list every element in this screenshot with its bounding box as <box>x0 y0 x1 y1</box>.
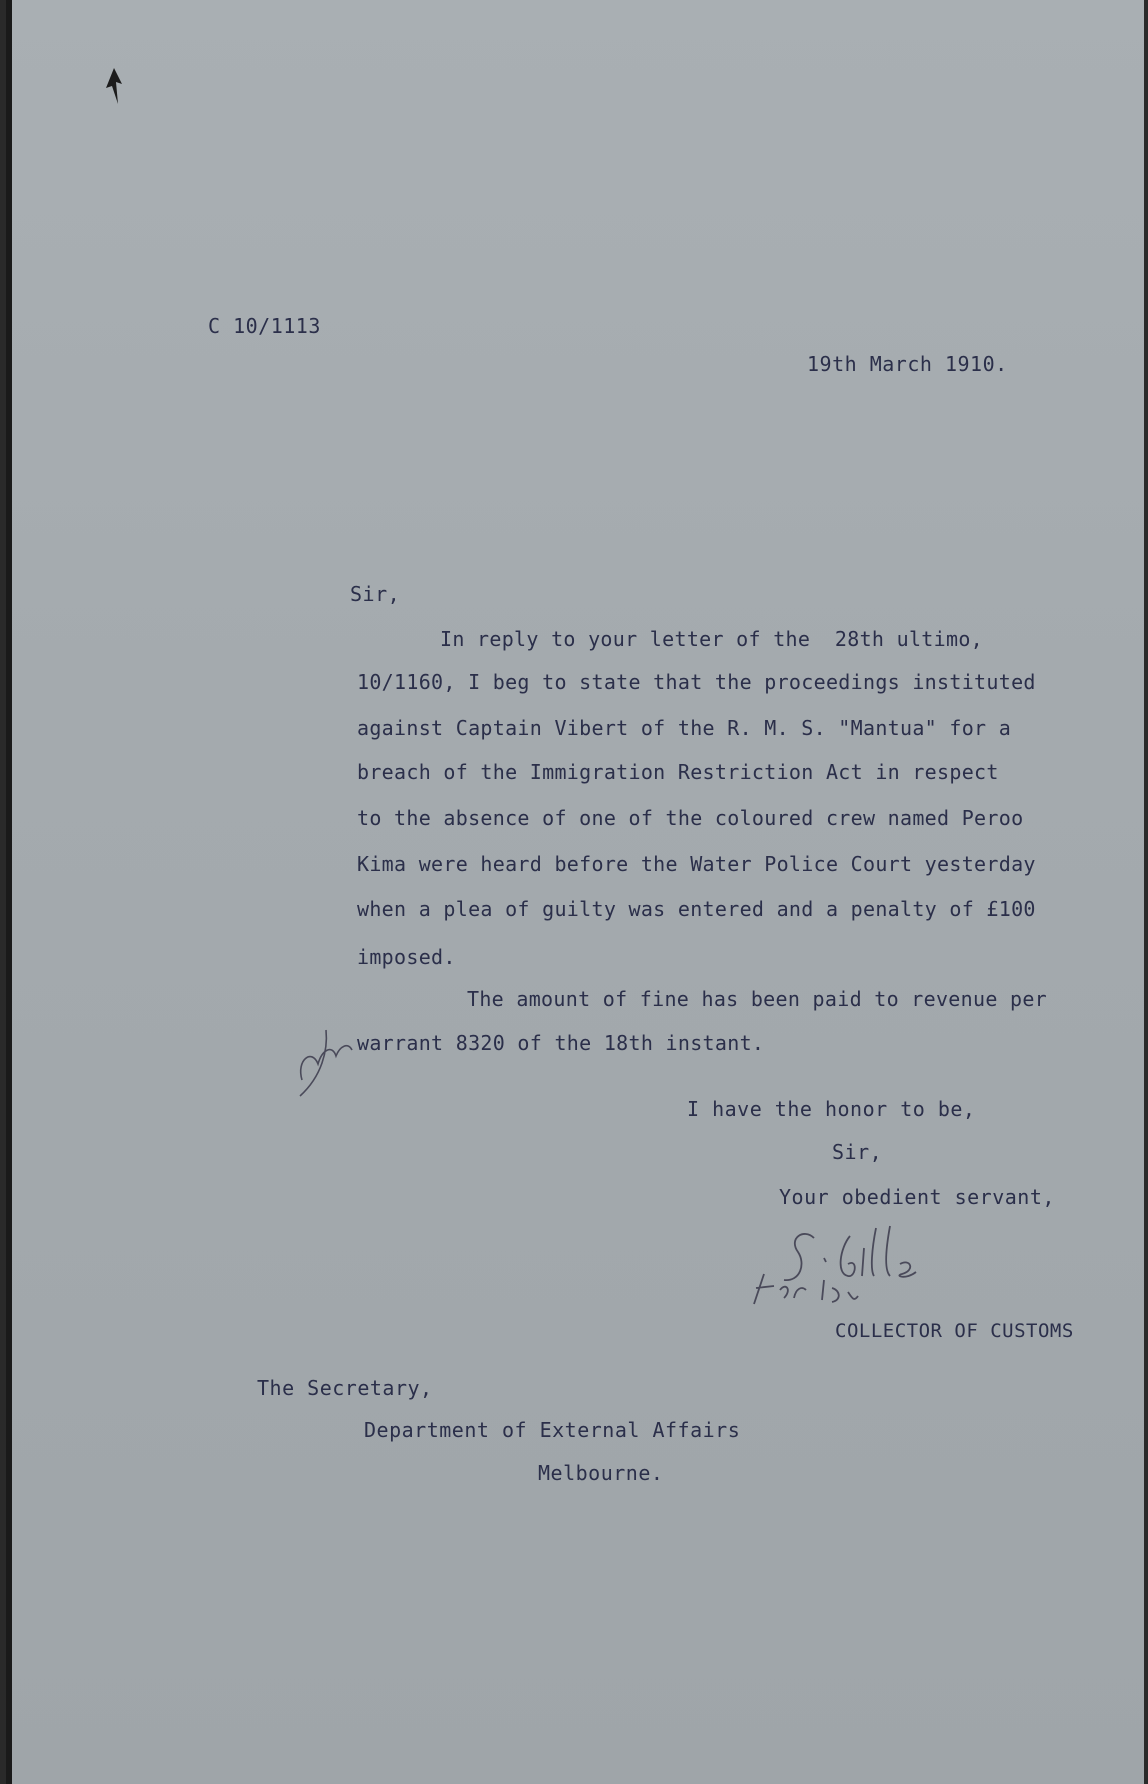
reference-number: C 10/1113 <box>208 314 321 338</box>
body-line-9: The amount of fine has been paid to revenue per <box>467 987 1048 1011</box>
body-line-6: Kima were heard before the Water Police Court yesterday <box>357 852 1036 876</box>
addressee-line-1: The Secretary, <box>257 1376 433 1400</box>
body-line-10: warrant 8320 of the 18th instant. <box>357 1031 765 1055</box>
salutation: Sir, <box>350 582 401 606</box>
body-line-1: In reply to your letter of the 28th ultimo, <box>440 627 984 651</box>
body-line-2: 10/1160, I beg to state that the proceedings instituted <box>357 670 1036 694</box>
signature-s-mills <box>744 1218 964 1318</box>
body-line-5: to the absence of one of the coloured crew named Peroo <box>357 806 1024 830</box>
signatory-title: COLLECTOR OF CUSTOMS <box>835 1320 1074 1342</box>
body-line-3: against Captain Vibert of the R. M. S. "Mantua" for a <box>357 716 1012 740</box>
corner-mark-icon <box>102 66 126 106</box>
body-line-4: breach of the Immigration Restriction Act in respect <box>357 760 999 784</box>
closing-line-2: Sir, <box>832 1140 883 1164</box>
margin-initials-signature <box>292 1020 362 1100</box>
closing-line-1: I have the honor to be, <box>687 1097 976 1121</box>
addressee-line-2: Department of External Affairs <box>364 1418 741 1442</box>
letter-page <box>6 0 1144 1784</box>
body-line-7: when a plea of guilty was entered and a penalty of £100 <box>357 897 1036 921</box>
letter-date: 19th March 1910. <box>807 352 1008 376</box>
body-line-8: imposed. <box>357 945 456 969</box>
addressee-line-3: Melbourne. <box>538 1461 664 1485</box>
closing-line-3: Your obedient servant, <box>779 1185 1055 1209</box>
